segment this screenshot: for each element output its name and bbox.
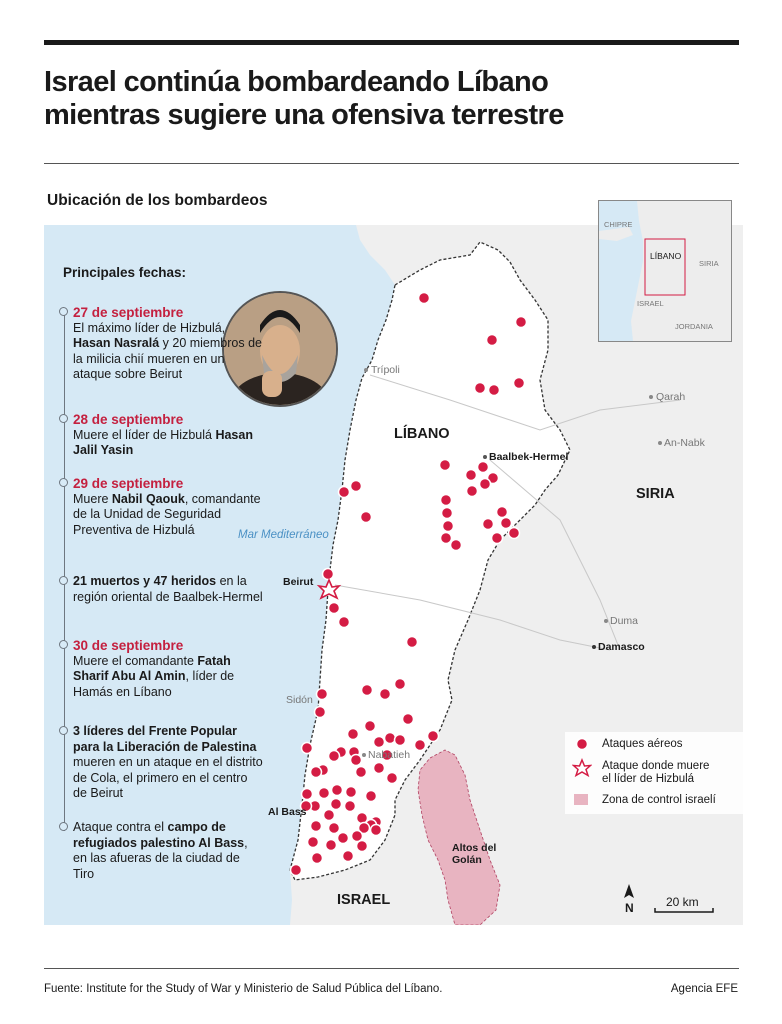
airstrike-marker: [329, 603, 340, 614]
title-line-2: mientras sugiere una ofensiva terrestre: [44, 99, 564, 131]
airstrike-marker: [489, 385, 500, 396]
lebanon-label: LÍBANO: [394, 426, 450, 442]
top-rule: [44, 40, 739, 45]
airstrike-marker: [362, 685, 373, 696]
airstrike-marker: [351, 481, 362, 492]
title-line-1: Israel continúa bombardeando Líbano: [44, 66, 549, 98]
timeline-event: 21 muertos y 47 heridos en la región oriental de Baalbek-Hermel: [59, 574, 264, 605]
airstrike-marker: [387, 773, 398, 784]
timeline-dot: [59, 478, 68, 487]
airstrike-marker: [374, 763, 385, 774]
timeline-event: 30 de septiembre Muere el comandante Fatah Sharif Abu Al Amin, líder de Hamás en Líbano: [59, 638, 264, 700]
nabatieh-label: Nabatieh: [368, 749, 411, 761]
airstrike-marker: [339, 617, 350, 628]
airstrike-marker: [371, 825, 382, 836]
airstrike-marker: [380, 689, 391, 700]
timeline-heading: Principales fechas:: [63, 265, 187, 280]
tripoli-label: Trípoli: [371, 364, 400, 376]
airstrike-marker: [323, 569, 334, 580]
airstrike-marker: [451, 540, 462, 551]
airstrike-marker: [441, 495, 452, 506]
airstrike-marker: [419, 293, 430, 304]
airstrike-marker: [478, 462, 489, 473]
golan-label: Altos del Golán: [452, 842, 497, 866]
damasco-label: Damasco: [598, 641, 645, 653]
airstrike-marker: [501, 518, 512, 529]
title-divider: [44, 163, 739, 164]
inset-chipre: CHIPRE: [604, 220, 633, 229]
airstrike-marker: [348, 729, 359, 740]
locator-inset: [598, 200, 732, 342]
qarah-label: Qarah: [656, 391, 686, 403]
timeline-event: 29 de septiembre Muere Nabil Qaouk, comandante de la Unidad de Seguridad Preventiva de Hizbulá: [59, 476, 264, 538]
airstrike-marker: [324, 810, 335, 821]
airstrike-marker: [317, 689, 328, 700]
airstrike-marker: [365, 721, 376, 732]
airstrike-marker: [385, 733, 396, 744]
beirut-label: Beirut: [283, 576, 314, 588]
airstrike-marker: [338, 833, 349, 844]
airstrike-marker: [374, 737, 385, 748]
airstrike-marker: [326, 840, 337, 851]
inset-israel: ISRAEL: [637, 299, 664, 308]
airstrike-marker: [492, 533, 503, 544]
inset-siria: SIRIA: [699, 259, 719, 268]
airstrike-marker: [339, 487, 350, 498]
airstrike-marker: [440, 460, 451, 471]
airstrike-marker: [487, 335, 498, 346]
an-nabk-label: An-Nabk: [664, 437, 705, 449]
agency-credit: Agencia EFE: [670, 983, 738, 995]
timeline-event: Ataque contra el campo de refugiados palestino Al Bass, en las afueras de la ciudad de Tiro: [59, 820, 264, 882]
airstrike-marker: [467, 486, 478, 497]
airstrike-marker: [516, 317, 527, 328]
timeline-dot: [59, 576, 68, 585]
airstrike-marker: [311, 767, 322, 778]
airstrike-marker: [483, 519, 494, 530]
al-bass-label: Al Bass: [268, 806, 307, 818]
airstrike-marker: [345, 801, 356, 812]
airstrike-marker: [361, 512, 372, 523]
airstrike-marker: [475, 383, 486, 394]
airstrike-marker: [509, 528, 520, 539]
inset-jordania: JORDANIA: [675, 322, 713, 331]
airstrike-marker: [352, 831, 363, 842]
airstrike-marker: [395, 735, 406, 746]
sea-label: Mar Mediterráneo: [238, 529, 329, 541]
airstrike-marker: [357, 841, 368, 852]
airstrike-marker: [308, 837, 319, 848]
airstrike-marker: [315, 707, 326, 718]
footer-divider: [44, 968, 739, 969]
inset-libano: LÍBANO: [650, 251, 682, 261]
source-note: Fuente: Institute for the Study of War y Ministerio de Salud Pública del Líbano.: [44, 983, 443, 995]
sidon-label: Sidón: [286, 694, 313, 706]
airstrike-marker: [329, 823, 340, 834]
timeline-dot: [59, 726, 68, 735]
timeline-event: 3 líderes del Frente Popular para la Liberación de Palestina mueren en un ataque en el distrito de Cola, el primero en el centro de Beirut: [59, 724, 264, 802]
airstrike-marker: [302, 789, 313, 800]
syria-label: SIRIA: [636, 486, 675, 502]
airstrike-marker: [302, 743, 313, 754]
timeline-event: 27 de septiembre El máximo líder de Hizbulá, Hasan Nasralá y 20 miembros de la milicia chií mueren en un ataque sobre Beirut: [59, 305, 264, 383]
airstrike-marker: [356, 767, 367, 778]
timeline-event: 28 de septiembre Muere el líder de Hizbulá Hasan Jalil Yasin: [59, 412, 264, 459]
airstrike-marker: [331, 799, 342, 810]
airstrike-marker: [480, 479, 491, 490]
baalbek-label: Baalbek-Hermel: [489, 451, 569, 463]
page-title: [44, 66, 734, 132]
timeline-dot: [59, 414, 68, 423]
airstrike-marker: [319, 788, 330, 799]
airstrike-marker: [343, 851, 354, 862]
airstrike-marker: [514, 378, 525, 389]
airstrike-marker: [442, 508, 453, 519]
north-label: N: [625, 901, 634, 915]
israel-label: ISRAEL: [337, 892, 391, 908]
airstrike-marker: [312, 853, 323, 864]
airstrike-marker: [497, 507, 508, 518]
airstrike-marker: [407, 637, 418, 648]
airstrike-marker: [443, 521, 454, 532]
map-subtitle: Ubicación de los bombardeos: [47, 192, 268, 209]
timeline-dot: [59, 640, 68, 649]
airstrike-marker: [441, 533, 452, 544]
airstrike-marker: [415, 740, 426, 751]
airstrike-marker: [329, 751, 340, 762]
timeline-dot: [59, 822, 68, 831]
airstrike-marker: [428, 731, 439, 742]
airstrike-marker: [291, 865, 302, 876]
airstrike-marker: [351, 755, 362, 766]
airstrike-marker: [466, 470, 477, 481]
map-legend: Ataques aéreos Ataque donde muere el líder de Hizbulá Zona de control israelí: [565, 732, 743, 814]
duma-label: Duma: [610, 615, 639, 627]
airstrike-marker: [395, 679, 406, 690]
scale-label: 20 km: [666, 895, 699, 909]
airstrike-marker: [346, 787, 357, 798]
airstrike-marker: [366, 791, 377, 802]
airstrike-marker: [311, 821, 322, 832]
timeline-dot: [59, 307, 68, 316]
airstrike-marker: [332, 785, 343, 796]
airstrike-marker: [403, 714, 414, 725]
